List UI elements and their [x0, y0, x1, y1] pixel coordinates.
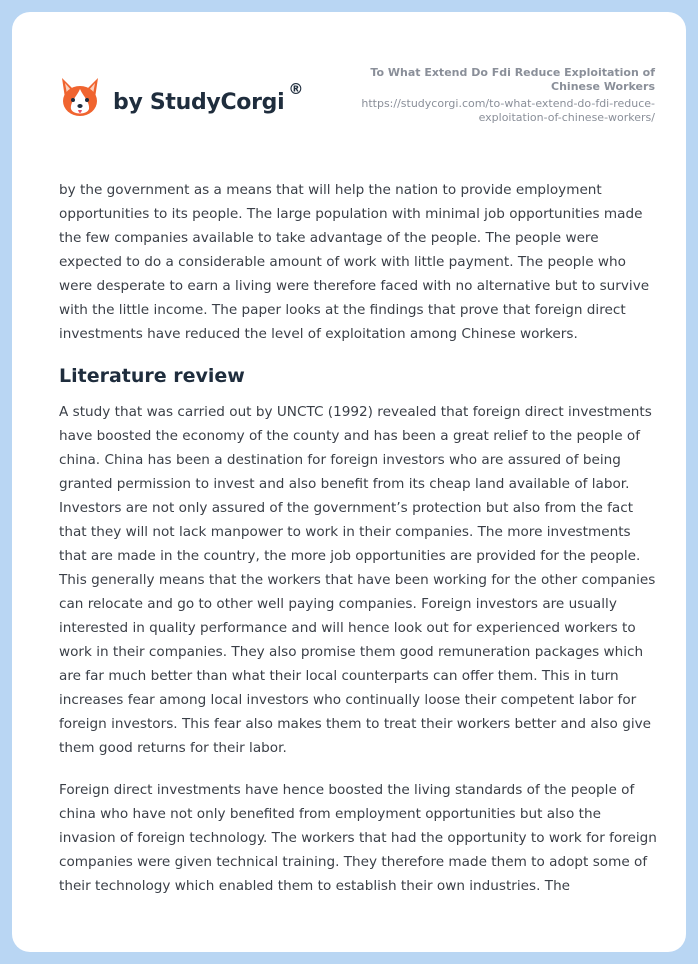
brand-text: by StudyCorgi [113, 89, 285, 115]
corgi-icon [59, 76, 101, 120]
document-page [12, 12, 686, 952]
article-body [59, 178, 659, 898]
registered-mark: ® [288, 79, 304, 98]
intro-paragraph: by the government as a means that will help the nation to provide employment opportunities to its people. The large population with minimal job opportunities made the few companies available to take advantage of the people. The people were expected to do a considerable amount of work with little payment. The people who were desperate to earn a living were therefore faced with no alternative but to survive with the little income. The paper looks at the findings that prove that foreign direct investments have reduced the level of exploitation among Chinese workers. [59, 182, 650, 342]
brand-name [113, 79, 304, 115]
source-title: To What Extend Do Fdi Reduce Exploitation of Chinese Workers [370, 66, 655, 93]
body-paragraph: A study that was carried out by UNCTC (1992) revealed that foreign direct investments have boosted the economy of the county and has been a great relief to the people of china. China has been a destination for foreign investors who are assured of being granted permission to invest and also benefit from its cheap land available of labor. Investors are not only assured of the government’s protection but also from the fact that they will not lack manpower to work in their companies. The more investments that are made in the country, the more job opportunities are provided for the people. This generally means that the workers that have been working for the other companies can relocate and go to other well paying companies. Foreign investors are usually interested in quality performance and will hence look out for experienced workers to work in their companies. They also promise them good remuneration packages which are far much better than what their local counterparts can offer them. This in turn increases fear among local investors who continually loose their competent labor for foreign investors. This fear also makes them to treat their workers better and also give them good returns for their labor. [59, 404, 656, 756]
source-block [325, 66, 655, 125]
body-paragraph: Foreign direct investments have hence boosted the living standards of the people of china who have not only benefited from employment opportunities but also the invasion of foreign technology. The workers that had the opportunity to work for foreign companies were given technical training. They therefore made them to adopt some of their technology which enabled them to establish their own industries. The [59, 782, 657, 894]
section-heading: Literature review [59, 365, 245, 387]
source-url[interactable]: https://studycorgi.com/to-what-extend-do-fdi-reduce-exploitation-of-chinese-workers/ [361, 97, 655, 124]
studycorgi-logo[interactable] [59, 76, 303, 120]
